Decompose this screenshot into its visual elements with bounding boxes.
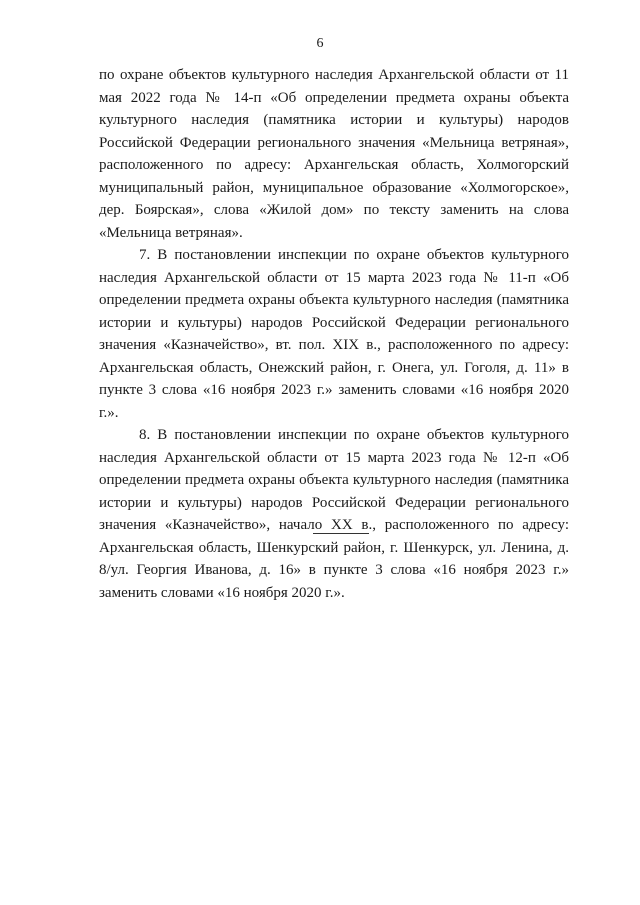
end-of-document-rule (313, 533, 369, 534)
paragraph-item-8: 8. В постановлении инспекции по охране объектов культурного наследия Архангельской области от 15 марта 2023 года № 12-п «Об определении предмета охраны объекта культурного наследия (памятника истории и культуры) народов Российской Федерации регионального значения «Казначейство», начало XX в., расположенного по адресу: Архангельская область, Шенкурский район, г. Шенкурск, ул. Ленина, д. 8/ул. Георгия Иванова, д. 16» в пункте 3 слова «16 ноября 2023 г.» заменить словами «16 ноября 2020 г.». (99, 427, 569, 601)
paragraph-item-7: 7. В постановлении инспекции по охране объектов культурного наследия Архангельской области от 15 марта 2023 года № 11-п «Об определении предмета охраны объекта культурного наследия (памятника истории и культуры) народов Российской Федерации регионального значения «Казначейство», вт. пол. XIX в., расположенного по адресу: Архангельская область, Онежский район, г. Онега, ул. Гоголя, д. 11» в пункте 3 слова «16 ноября 2023 г.» заменить словами «16 ноября 2020 г.». (99, 247, 569, 421)
paragraph-continuation: по охране объектов культурного наследия Архангельской области от 11 мая 2022 года № 14-п «Об определении предмета охраны объекта культурного наследия (памятника истории и культуры) народов Российской Федерации регионального значения «Мельница ветряная», расположенного по адресу: Архангельская область, Холмогорский муниципальный район, муниципальное образование «Холмогорское», дер. Боярская», слова «Жилой дом» по тексту заменить на слова «Мельница ветряная». (99, 67, 569, 241)
page-number: 6 (316, 36, 324, 51)
document-body (99, 64, 569, 604)
